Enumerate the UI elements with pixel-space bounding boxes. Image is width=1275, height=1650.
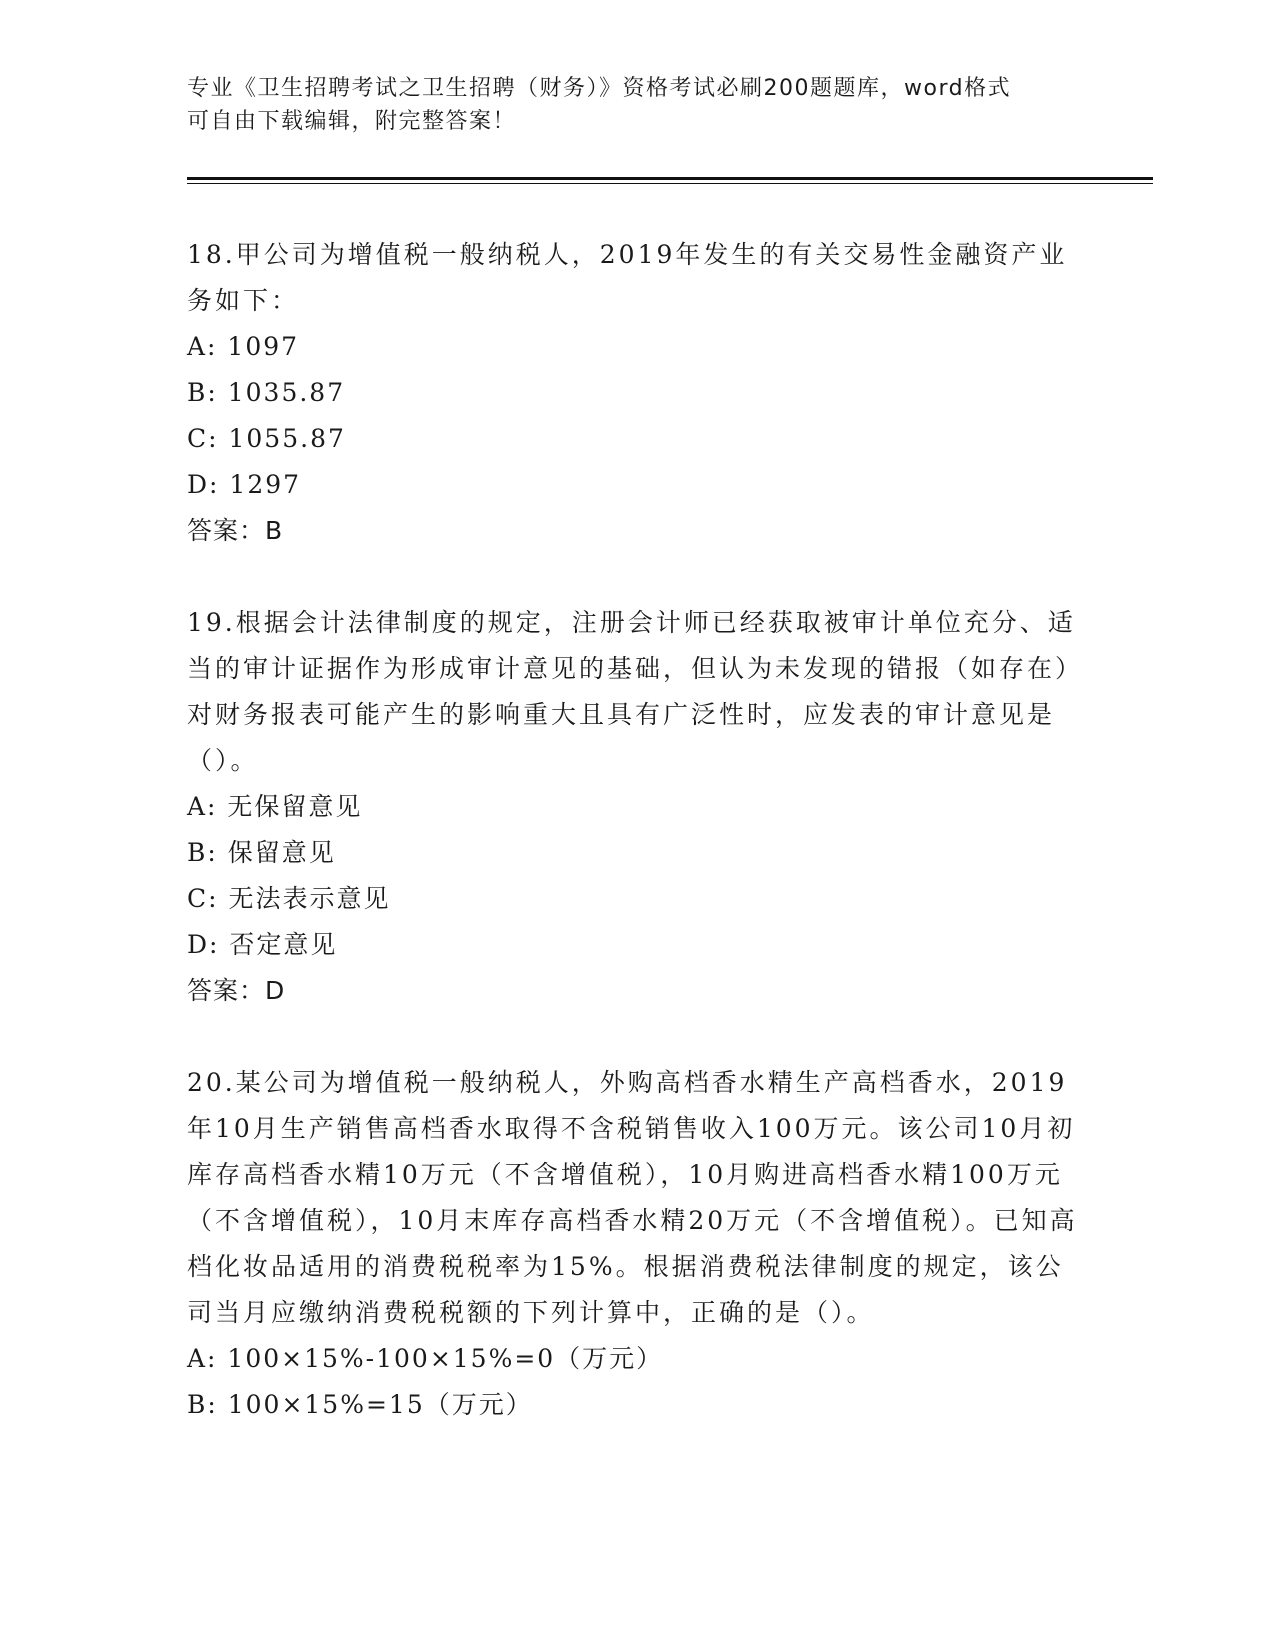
option-c: C: 1055.87 <box>187 424 346 453</box>
question-stem: 18.甲公司为增值税一般纳税人，2019年发生的有关交易性金融资产业务如下： <box>187 240 1068 315</box>
option-a: A: 1097 <box>187 332 300 361</box>
header-line-2: 可自由下载编辑，附完整答案！ <box>187 109 517 134</box>
question-20 <box>187 1060 1082 1428</box>
option-b: B: 1035.87 <box>187 378 346 407</box>
header-divider-thin <box>187 183 1153 184</box>
option-d: D: 1297 <box>187 470 302 499</box>
option-b: B: 100×15%=15（万元） <box>187 1390 533 1419</box>
document-header <box>187 72 1067 138</box>
answer-label: 答案：B <box>187 516 284 545</box>
option-a: A: 100×15%-100×15%=0（万元） <box>187 1344 664 1373</box>
option-a: A: 无保留意见 <box>187 792 363 821</box>
question-stem: 19.根据会计法律制度的规定，注册会计师已经获取被审计单位充分、适当的审计证据作为形成审计意见的基础，但认为未发现的错报（如存在）对财务报表可能产生的影响重大且具有广泛性时，应发表的审计意见是（）。 <box>187 608 1076 775</box>
question-list <box>187 232 1082 1474</box>
option-b: B: 保留意见 <box>187 838 336 867</box>
question-19 <box>187 600 1082 1014</box>
option-c: C: 无法表示意见 <box>187 884 391 913</box>
option-d: D: 否定意见 <box>187 930 338 959</box>
question-stem: 20.某公司为增值税一般纳税人，外购高档香水精生产高档香水，2019年10月生产销售高档香水取得不含税销售收入100万元。该公司10月初库存高档香水精10万元（不含增值税），10月购进高档香水精100万元（不含增值税），10月末库存高档香水精20万元（不含增值税）。已知高档化妆品适用的消费税税率为15%。根据消费税法律制度的规定，该公司当月应缴纳消费税税额的下列计算中，正确的是（）。 <box>187 1068 1078 1327</box>
header-divider-thick <box>187 177 1153 180</box>
header-line-1: 专业《卫生招聘考试之卫生招聘（财务）》资格考试必刷200题题库，word格式 <box>187 76 1012 101</box>
question-18 <box>187 232 1082 554</box>
answer-label: 答案：D <box>187 976 286 1005</box>
